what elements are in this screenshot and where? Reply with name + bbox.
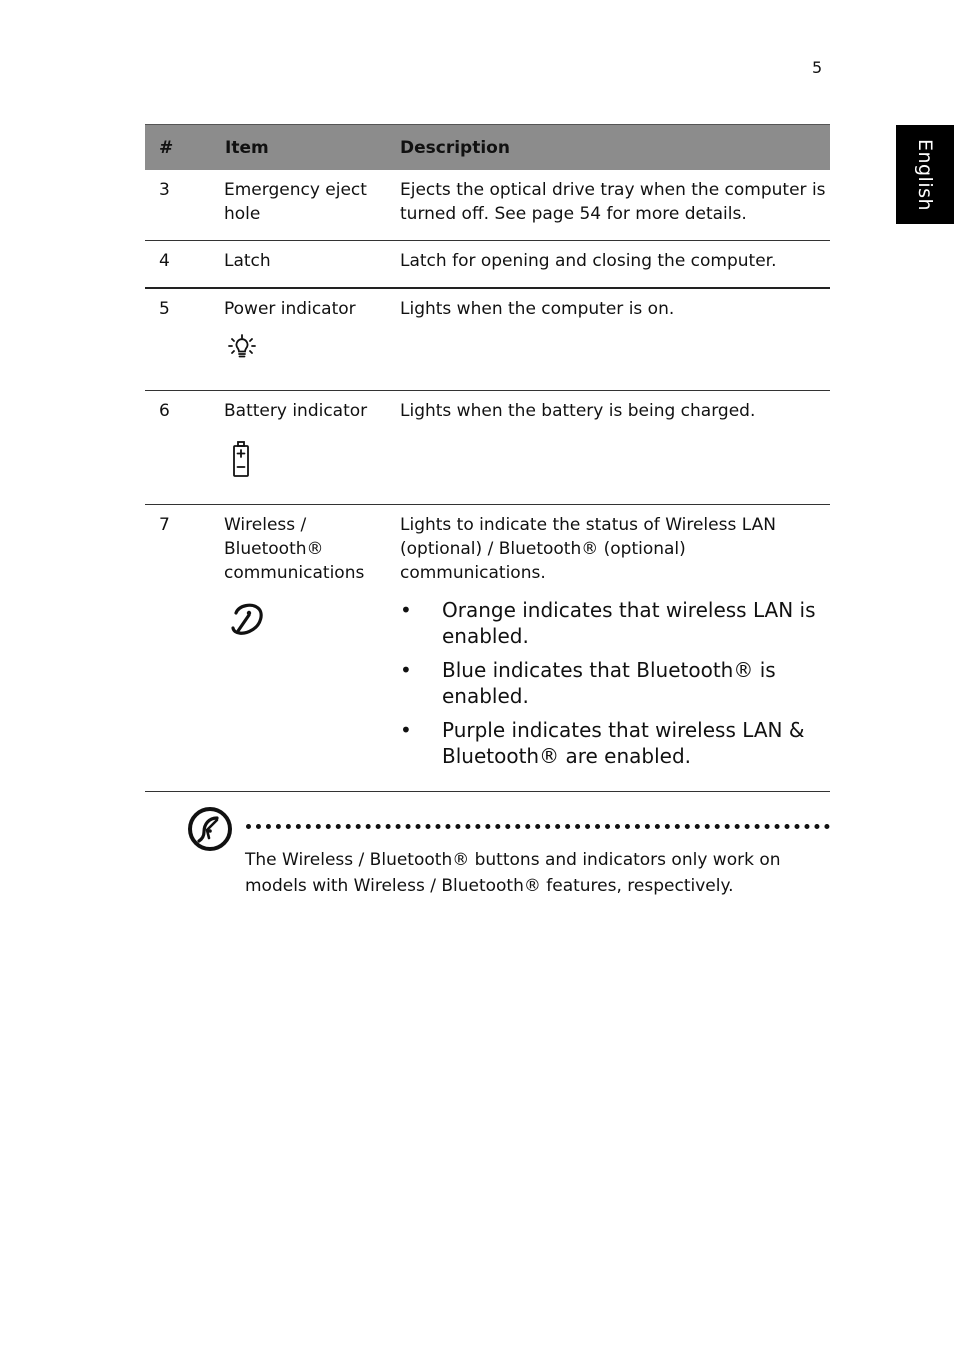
table-row (145, 391, 830, 505)
row-description-cell (386, 505, 830, 792)
language-tab (896, 125, 954, 224)
bullet-icon: • (400, 598, 412, 622)
row-description: Ejects the optical drive tray when the computer is turned off. See page 54 for more details. (386, 170, 830, 241)
row-number: 4 (145, 241, 211, 289)
bullet-icon: • (400, 658, 412, 682)
row-description: Latch for opening and closing the computer. (386, 241, 830, 289)
battery-indicator-icon (224, 435, 386, 490)
table-row (145, 288, 830, 391)
note-divider (246, 824, 830, 829)
row-description: Lights when the computer is on. (386, 288, 830, 391)
power-indicator-icon (224, 333, 386, 376)
list-item (400, 717, 830, 769)
table-row (145, 505, 830, 792)
table-row (145, 170, 830, 241)
list-item (400, 597, 830, 649)
table-header-row (145, 125, 830, 171)
list-item-text: Orange indicates that wireless LAN is enabled. (442, 598, 816, 648)
list-item (400, 657, 830, 709)
row-item-cell (211, 288, 386, 391)
table-row (145, 241, 830, 289)
header-description: Description (386, 125, 830, 171)
header-item: Item (211, 125, 386, 171)
note-text: The Wireless / Bluetooth® buttons and indicators only work on models with Wireless / Bluetooth® features, respectively. (245, 850, 781, 896)
row-item: Power indicator (224, 299, 356, 319)
note-pen-icon (187, 806, 233, 852)
row-description: Lights to indicate the status of Wireless LAN (optional) / Bluetooth® (optional) communications. (400, 515, 776, 583)
page-number: 5 (812, 58, 823, 77)
indicator-table (145, 124, 830, 792)
bullet-icon: • (400, 718, 412, 742)
wireless-communications-icon (224, 597, 386, 648)
row-item: Wireless / Bluetooth® communications (224, 515, 365, 583)
row-description: Lights when the battery is being charged. (386, 391, 830, 505)
row-item: Battery indicator (224, 401, 368, 421)
row-number: 7 (145, 505, 211, 792)
row-item-cell (211, 391, 386, 505)
row-number: 3 (145, 170, 211, 241)
row-number: 5 (145, 288, 211, 391)
row-number: 6 (145, 391, 211, 505)
header-number: # (145, 125, 211, 171)
status-color-list (400, 597, 830, 769)
language-tab-label: English (914, 138, 936, 211)
row-item: Latch (211, 241, 386, 289)
row-item: Emergency eject hole (211, 170, 386, 241)
list-item-text: Blue indicates that Bluetooth® is enabled. (442, 658, 776, 708)
list-item-text: Purple indicates that wireless LAN & Bluetooth® are enabled. (442, 718, 805, 768)
row-item-cell (211, 505, 386, 792)
